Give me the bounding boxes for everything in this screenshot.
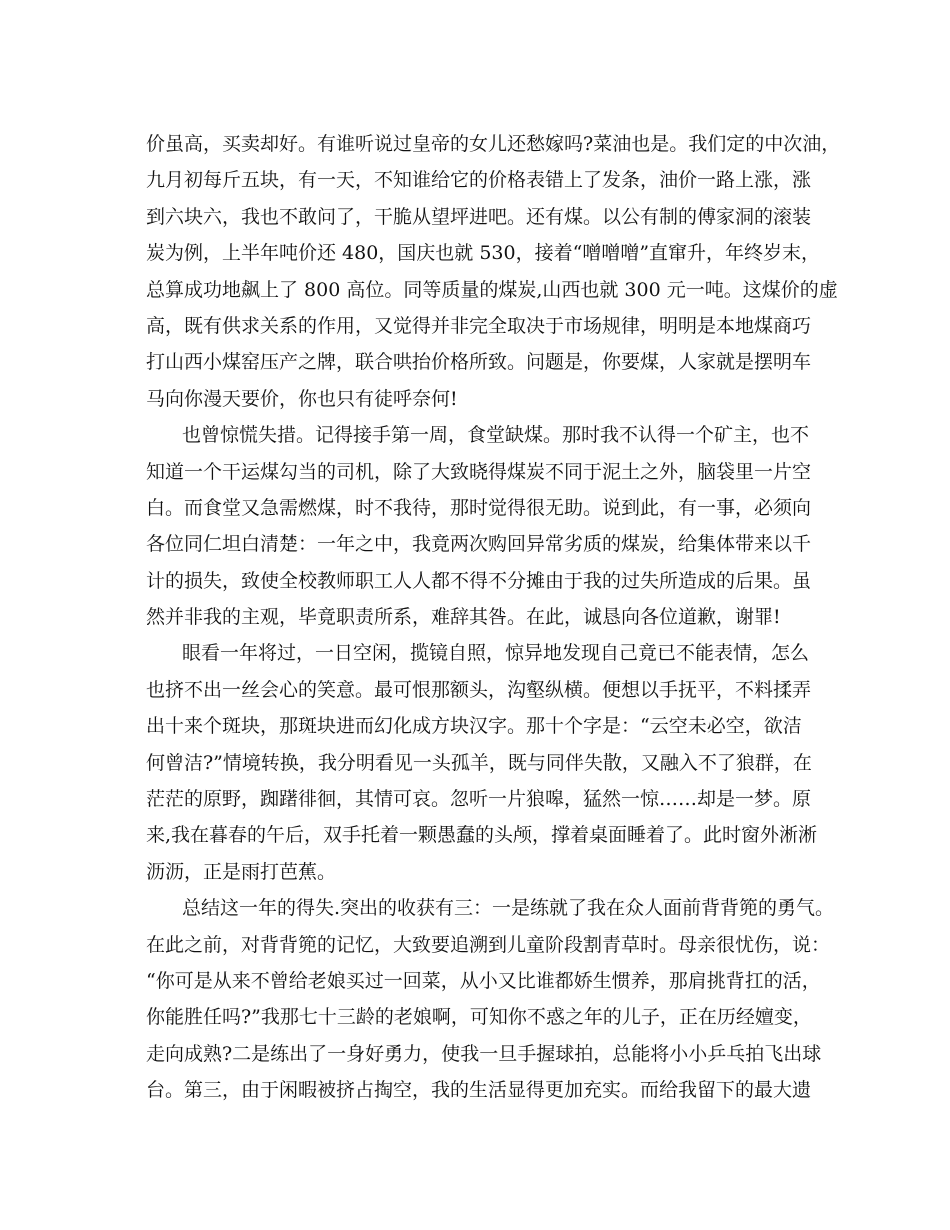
- text-line: 价虽高，买卖却好。有谁听说过皇帝的女儿还愁嫁吗?菜油也是。我们定的中次油，: [146, 133, 841, 155]
- text-line: 总算成功地飙上了 800 高位。同等质量的煤炭,山西也就 300 元一吨。这煤价的虚: [146, 278, 838, 301]
- text-line: 炭为例，上半年吨价还 480，国庆也就 530，接着“噌噌噌”直窜升，年终岁末，: [146, 242, 821, 265]
- text-line: 白。而食堂又急需燃煤，时不我待，那时觉得很无助。说到此，有一事，必须向: [146, 496, 812, 519]
- text-line: 也挤不出一丝会心的笑意。最可恨那额头，沟壑纵横。便想以手抚平，不料揉弄: [146, 678, 812, 701]
- text-line: 出十来个斑块，那斑块进而幻化成方块汉字。那十个字是：“云空未必空，欲洁: [146, 715, 802, 738]
- text-line: 你能胜任吗?”我那七十三龄的老娘啊，可知你不惑之年的儿子，正在历经嬗变，: [146, 1006, 812, 1029]
- text-line: 九月初每斤五块，有一天，不知谁给它的价格表错上了发条，油价一路上涨，涨: [146, 169, 812, 192]
- paragraph-first-line: 也曾惊慌失措。记得接手第一周，食堂缺煤。那时我不认得一个矿主，也不: [182, 424, 810, 447]
- text-line: 到六块六，我也不敢问了，干脆从望坪进吧。还有煤。以公有制的傅家洞的滚装: [146, 205, 812, 228]
- text-line: 在此之前，对背背篼的记忆，大致要追溯到儿童阶段割青草时。母亲很忧伤，说：: [146, 933, 831, 956]
- text-line: 来,我在暮春的午后，双手托着一颗愚蠢的头颅，撑着桌面睡着了。此时窗外淅淅: [146, 824, 818, 847]
- text-line: 何曾洁?”情境转换，我分明看见一头孤羊，既与同伴失散，又融入不了狼群，在: [146, 751, 812, 774]
- text-line: 马向你漫天要价，你也只有徒呼奈何!: [146, 387, 458, 410]
- text-line: “你可是从来不曾给老娘买过一回菜，从小又比谁都娇生惯养，那肩挑背扛的活，: [146, 969, 821, 992]
- text-line: 台。第三，由于闲暇被挤占掏空，我的生活显得更加充实。而给我留下的最大遗: [146, 1079, 812, 1102]
- text-line: 茫茫的原野，踟躇徘徊，其情可哀。忽听一片狼嗥，猛然一惊……却是一梦。原: [146, 788, 812, 811]
- text-line: 各位同仁坦白清楚：一年之中，我竟两次购回异常劣质的煤炭，给集体带来以千: [146, 533, 812, 556]
- document-body: [146, 126, 841, 1109]
- text-line: 打山西小煤窑压产之牌，联合哄抬价格所致。问题是，你要煤，人家就是摆明车: [146, 351, 812, 374]
- paragraph-first-line: 总结这一年的得失.突出的收获有三：一是练就了我在众人面前背背篼的勇气。: [182, 897, 835, 920]
- text-line: 走向成熟?二是练出了一身好勇力，使我一旦手握球拍，总能将小小乒乓拍飞出球: [146, 1042, 822, 1065]
- text-line: 高，既有供求关系的作用，又觉得并非完全取决于市场规律，明明是本地煤商巧: [146, 314, 812, 337]
- text-line: 沥沥，正是雨打芭蕉。: [146, 860, 337, 883]
- text-line: 计的损失，致使全校教师职工人人都不得不分摊由于我的过失所造成的后果。虽: [146, 569, 812, 592]
- text-line: 然并非我的主观，毕竟职责所系，难辞其咎。在此，诚恳向各位道歉，谢罪!: [146, 606, 781, 629]
- paragraph-first-line: 眼看一年将过，一日空闲，揽镜自照，惊异地发现自己竟已不能表情，怎么: [182, 642, 810, 665]
- text-line: 知道一个干运煤勾当的司机，除了大致晓得煤炭不同于泥土之外，脑袋里一片空: [146, 460, 812, 483]
